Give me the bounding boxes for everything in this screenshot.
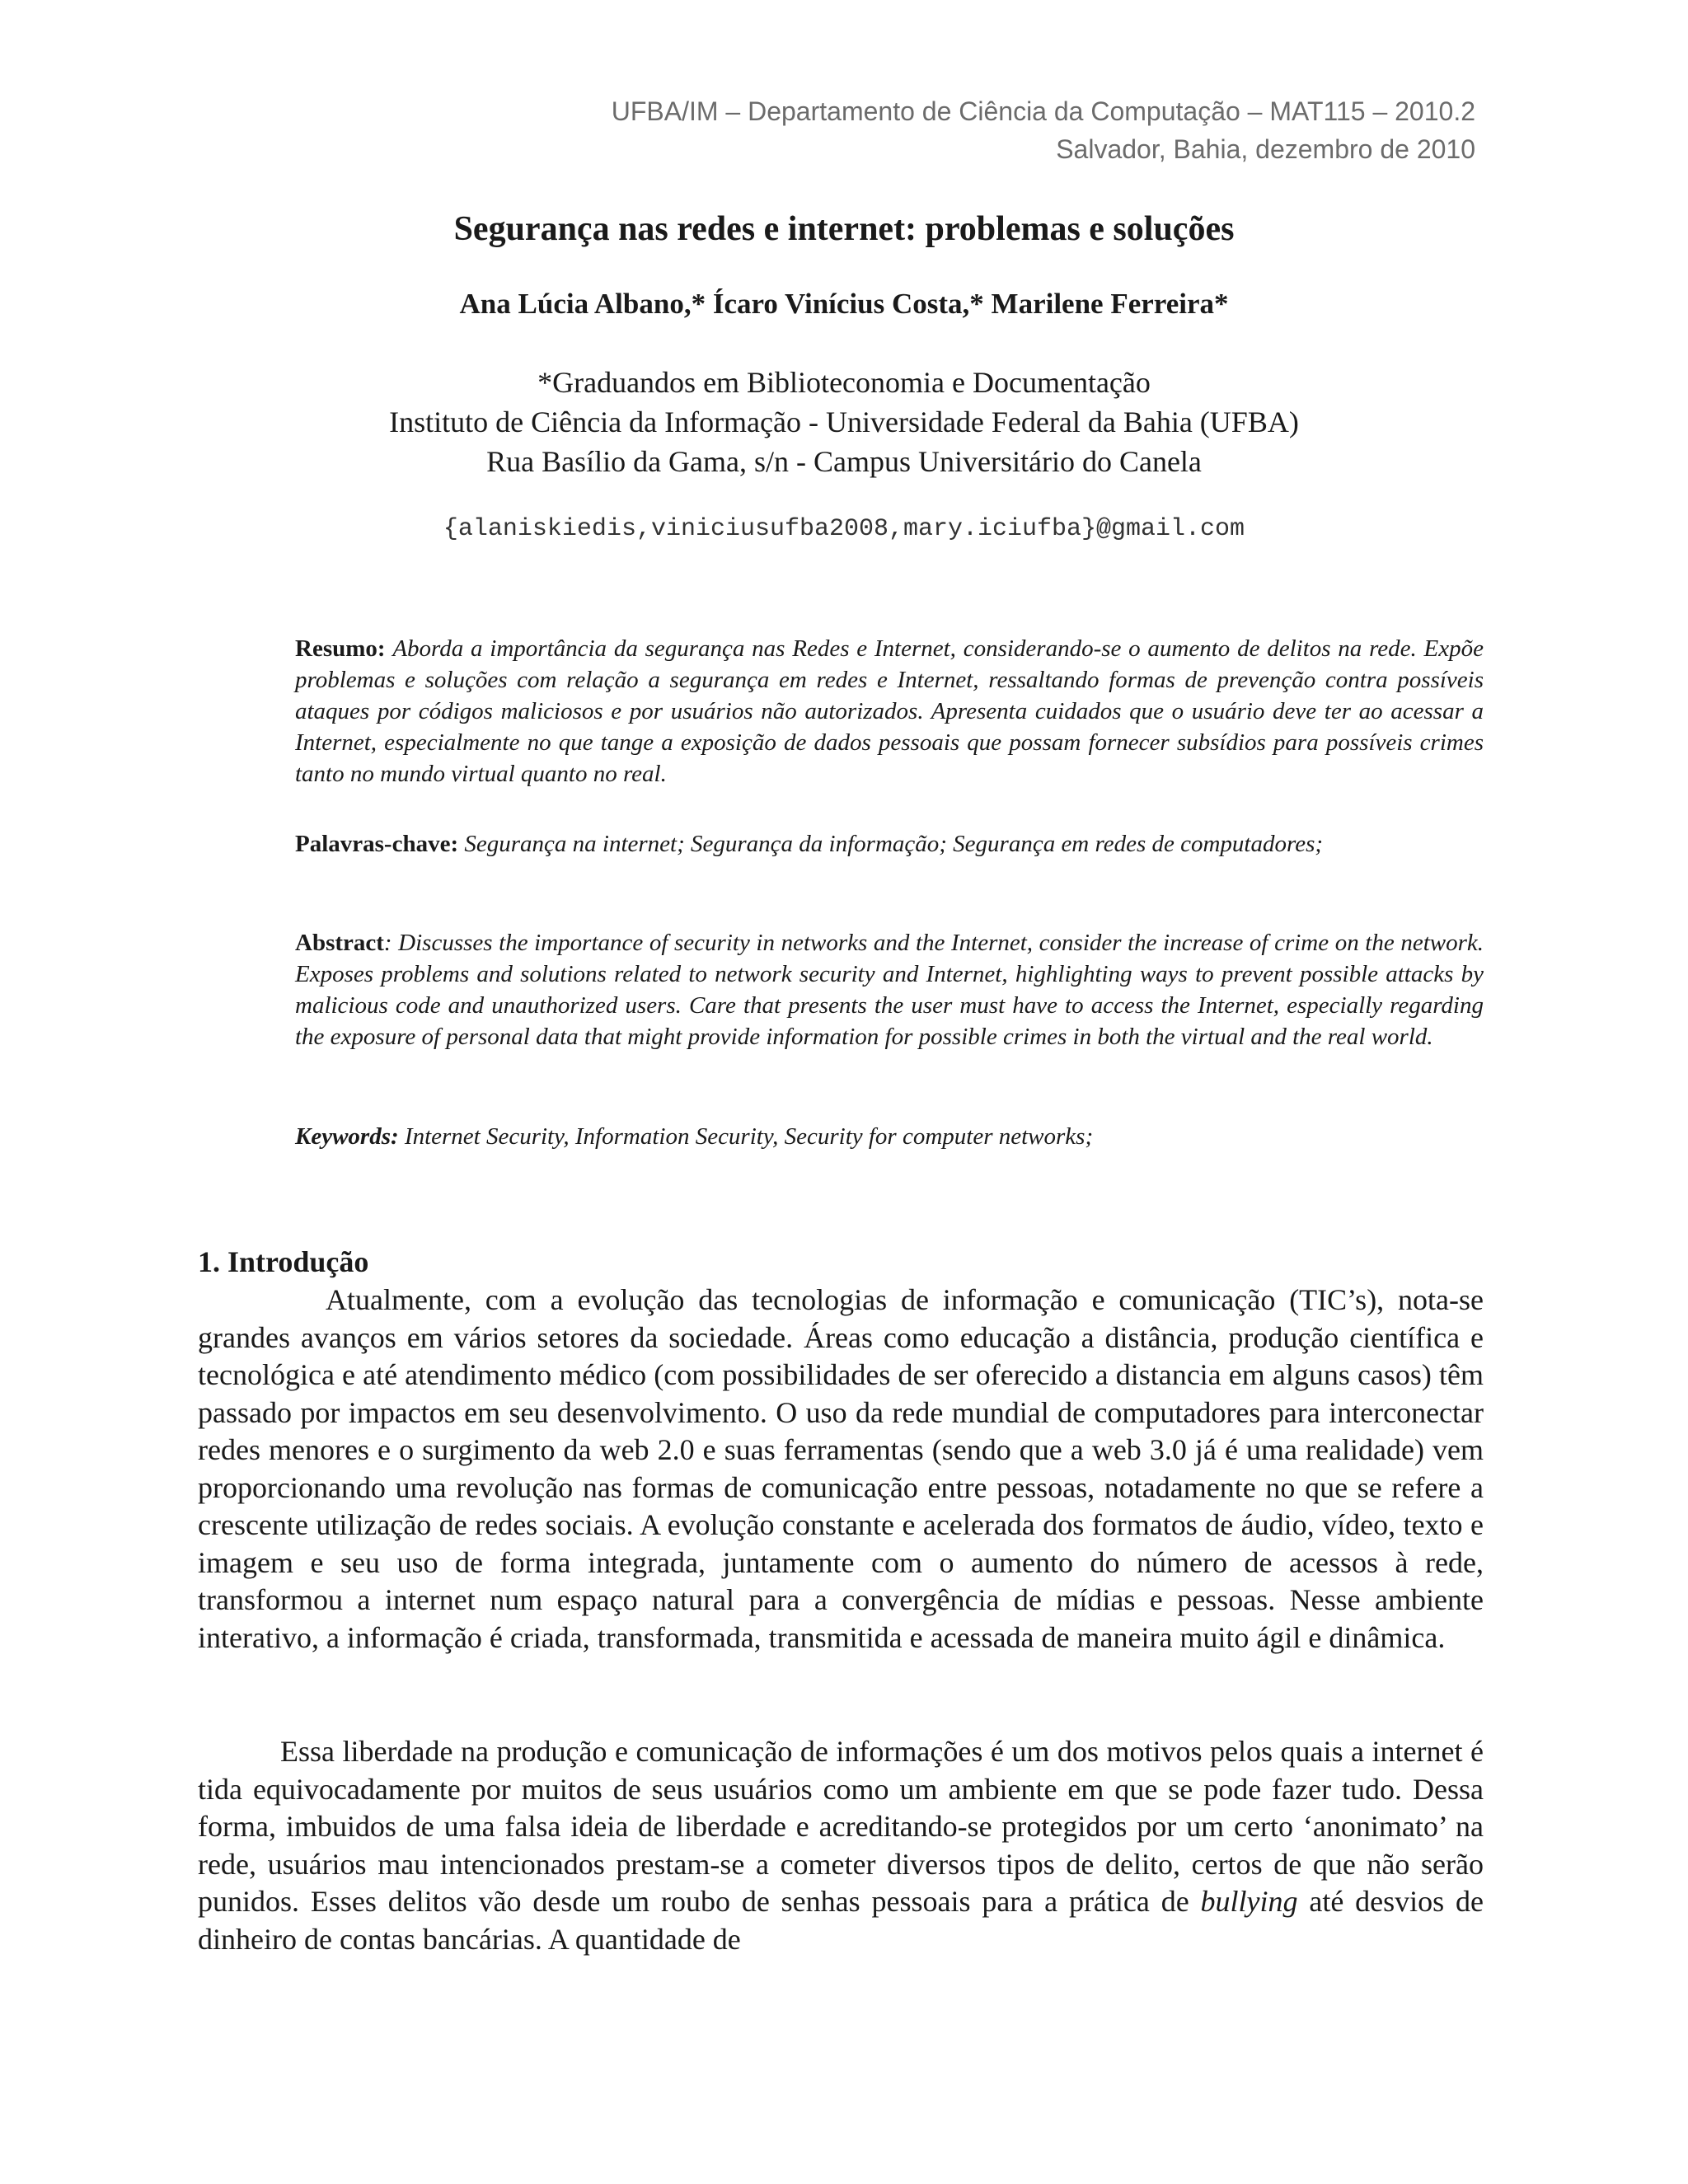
page-header (612, 92, 1475, 168)
paper-authors: Ana Lúcia Albano,* Ícaro Vinícius Costa,* Marilene Ferreira* (459, 288, 1229, 320)
resumo-label: Resumo: (295, 635, 386, 662)
intro-paragraph-1: Atualmente, com a evolução das tecnologias de informação e comunicação (TIC’s), nota-se grandes avanços em vários setores da sociedade. Áreas como educação a distância, produção científica e tecnológica e até atendimento médico (com possibilidades de ser oferecido a distancia em alguns casos) têm passado por impactos em seu desenvolvimento. O uso da rede mundial de computadores para interconectar redes menores e o surgimento da web 2.0 e suas ferramentas (sendo que a web 3.0 já é uma realidade) vem proporcionando uma revolução nas formas de comunicação entre pessoas, notadamente no que se refere a crescente utilização de redes sociais. A evolução constante e acelerada dos formatos de áudio, vídeo, texto e imagem e seu uso de forma integrada, juntamente com o aumento do número de acessos à rede, transformou a internet num espaço natural para a convergência de mídias e pessoas. Nesse ambiente interativo, a informação é criada, transformada, transmitida e acessada de maneira muito ágil e dinâmica. (198, 1283, 1484, 1654)
abstract-label: Abstract (295, 930, 384, 956)
paper-title: Segurança nas redes e internet: problemas e soluções (453, 210, 1235, 248)
affiliation-line-3: Rua Basílio da Gama, s/n - Campus Universitário do Canela (486, 445, 1202, 478)
keywords-block (295, 1121, 1484, 1152)
affiliation-line-1: *Graduandos em Biblioteconomia e Documentação (537, 366, 1151, 399)
abstract-block (295, 927, 1484, 1052)
header-course-line: UFBA/IM – Departamento de Ciência da Computação – MAT115 – 2010.2 (611, 96, 1475, 126)
intro-paragraph-2-part-a: Essa liberdade na produção e comunicação de informações é um dos motivos pelos quais a internet é tida equivocadamente por muitos de seus usuários como um ambiente em que se pode fazer tudo. Dessa forma, imbuidos de uma falsa ideia de liberdade e acreditando-se protegidos por um certo ‘anonimato’ na rede, usuários mau intencionados prestam-se a cometer diversos tipos de delito, certos de que não serão punidos. Esses delitos vão desde um roubo de senhas pessoais para a prática de (198, 1735, 1484, 1918)
author-affiliation (0, 363, 1688, 481)
abstract-text: : Discusses the importance of security in networks and the Internet, consider the increase of crime on the network. Exposes problems and solutions related to network security and Internet, highlighting ways to prevent possible attacks by malicious code and unauthorized users. Care that presents the user must have to access the Internet, especially regarding the exposure of personal data that might provide information for possible crimes in both the virtual and the real world. (295, 930, 1484, 1050)
keywords-text: Internet Security, Information Security, Security for computer networks; (404, 1123, 1094, 1150)
resumo-block (295, 633, 1484, 790)
keywords-label: Keywords: (295, 1123, 399, 1150)
intro-paragraph-2-part-b: até desvios de dinheiro de contas bancárias. A quantidade de (198, 1885, 1484, 1956)
palavras-chave-label: Palavras-chave: (295, 831, 459, 857)
intro-paragraph-2-emphasis: bullying (1200, 1885, 1298, 1918)
author-emails: {alaniskiedis,viniciusufba2008,mary.iciufba}@gmail.com (443, 515, 1245, 543)
palavras-chave-text: Segurança na internet; Segurança da informação; Segurança em redes de computadores; (464, 831, 1324, 857)
section-heading-introducao: 1. Introdução (198, 1245, 369, 1278)
palavras-chave-block (295, 828, 1484, 860)
affiliation-line-2: Instituto de Ciência da Informação - Universidade Federal da Bahia (UFBA) (389, 405, 1299, 438)
intro-paragraph-2 (198, 1733, 1484, 1958)
header-date-line: Salvador, Bahia, dezembro de 2010 (1056, 134, 1475, 164)
resumo-text: Aborda a importância da segurança nas Redes e Internet, considerando-se o aumento de delitos na rede. Expõe problemas e soluções com relação a segurança em redes e Internet, ressaltando formas de prevenção contra possíveis ataques por códigos maliciosos e por usuários não autorizados. Apresenta cuidados que o usuário deve ter ao acessar a Internet, especialmente no que tange a exposição de dados pessoais que possam fornecer subsídios para possíveis crimes tanto no mundo virtual quanto no real. (295, 635, 1484, 787)
